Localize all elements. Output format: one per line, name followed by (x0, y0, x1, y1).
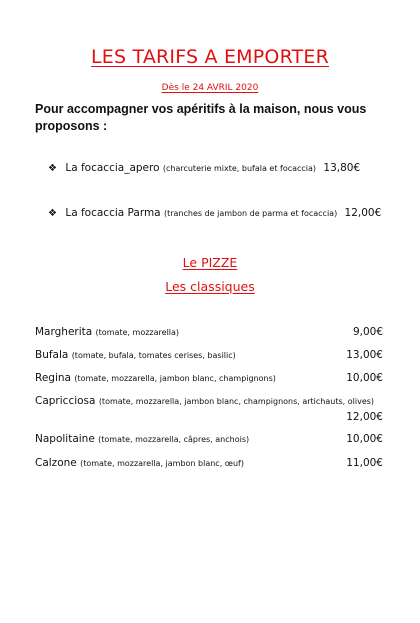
pizza-row (35, 395, 383, 411)
aperitif-description: (tranches de jambon de parma et focaccia) (163, 209, 338, 218)
pizza-name: Capricciosa (35, 395, 96, 407)
pizza-price: 9,00€ (352, 326, 383, 338)
pizza-name: Calzone (35, 457, 77, 469)
pizza-name: Bufala (35, 349, 69, 361)
pizza-description: (tomate, mozzarella, jambon blanc, œuf) (80, 459, 244, 468)
pizza-row (35, 349, 383, 365)
pizza-name: Napolitaine (35, 433, 95, 445)
pizza-description: (tomate, mozzarella) (95, 328, 180, 337)
pizza-price: 11,00€ (346, 457, 383, 469)
diamond-bullet-icon: ❖ (48, 163, 57, 174)
pizza-row (35, 326, 383, 342)
aperitif-price: 13,80€ (323, 162, 361, 174)
intro-text: Pour accompagner vos apéritifs à la maison, nous vous proposons : (35, 102, 367, 133)
pizza-name: Regina (35, 372, 71, 384)
pizza-description: (tomate, mozzarella, jambon blanc, champignons) (74, 374, 276, 383)
aperitif-name: La focaccia Parma (65, 207, 161, 219)
pizza-description: (tomate, bufala, tomates cerises, basilic) (71, 351, 236, 360)
pizza-row (35, 457, 383, 473)
pizza-price: 12,00€ (346, 411, 383, 423)
aperitif-description: (charcuterie mixte, bufala et focaccia) (162, 164, 317, 173)
section-heading-classiques: Les classiques (165, 279, 255, 294)
pizza-row (35, 372, 383, 388)
aperitif-item (48, 162, 408, 174)
pizza-price: 10,00€ (346, 433, 383, 445)
aperitif-name: La focaccia_apero (65, 162, 160, 174)
page-title: LES TARIFS A EMPORTER (91, 46, 329, 68)
diamond-bullet-icon: ❖ (48, 208, 57, 219)
validity-date: Dès le 24 AVRIL 2020 (161, 83, 259, 93)
section-heading-pizze: Le PIZZE (182, 255, 238, 270)
pizza-row (35, 433, 383, 449)
aperitif-item (48, 207, 408, 219)
pizza-description: (tomate, mozzarella, jambon blanc, champignons, artichauts, olives) (98, 397, 375, 406)
aperitif-price: 12,00€ (344, 207, 382, 219)
pizza-price: 10,00€ (346, 372, 383, 384)
pizza-description: (tomate, mozzarella, câpres, anchois) (98, 435, 250, 444)
pizza-name: Margherita (35, 326, 93, 338)
pizza-price: 13,00€ (346, 349, 383, 361)
